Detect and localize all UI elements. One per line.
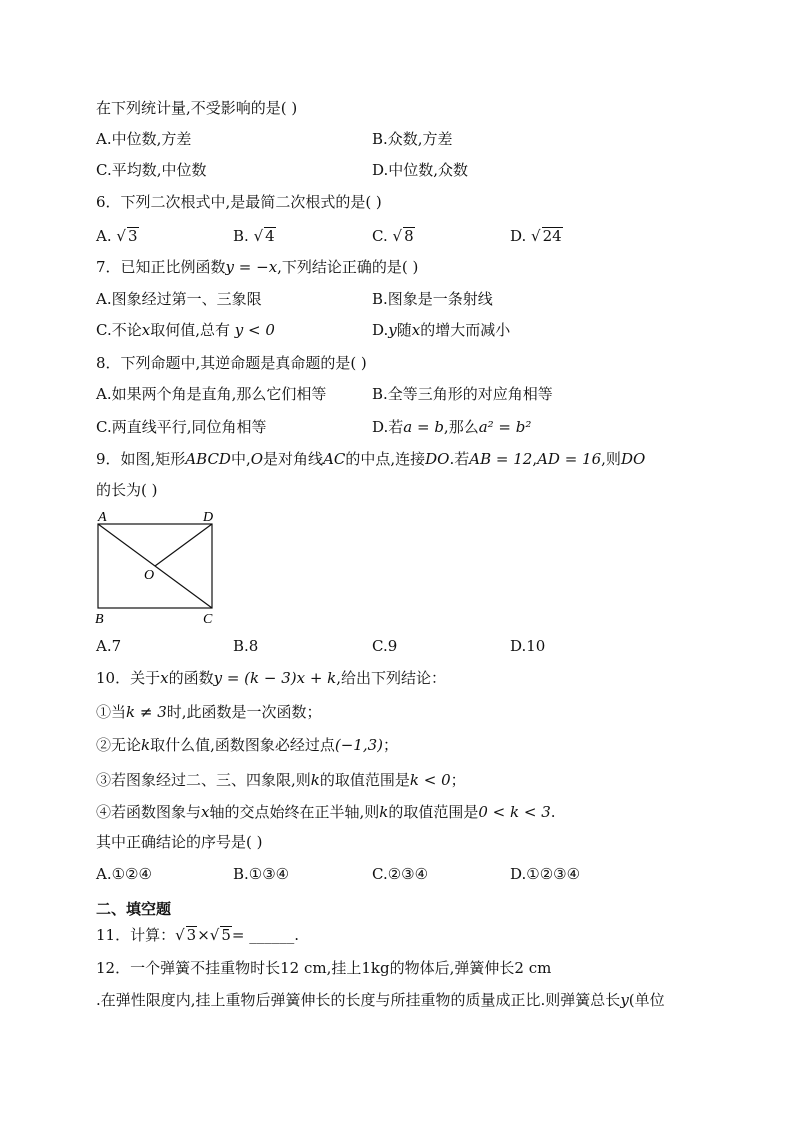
q7-d-mid: 随	[396, 321, 412, 339]
q10-s1-pre: ①当	[96, 703, 127, 721]
q6-option-b-label: B.	[233, 227, 249, 245]
label-a: A	[98, 510, 107, 525]
q9-ab-eq: AB = 12	[469, 450, 533, 468]
q6-option-b	[233, 226, 276, 246]
q9-stem-line1	[96, 449, 645, 469]
q10-ask: 其中正确结论的序号是( )	[96, 833, 263, 851]
q10-s4-var2: k	[379, 803, 389, 821]
q6-option-c-radicand: 8	[404, 227, 414, 245]
q12-l1-pre: 12．一个弹簧不挂重物时长	[96, 959, 281, 977]
q10-s2-math: (−1,3)	[334, 736, 384, 754]
q12-ext: 2 cm	[514, 959, 552, 977]
q9-do-1: DO	[425, 450, 450, 468]
q7-d-var2: x	[411, 321, 421, 339]
q9-o: O	[250, 450, 264, 468]
q10-s4-var: x	[201, 803, 210, 821]
q7-option-c	[96, 320, 275, 340]
sqrt-symbol: √ 5	[209, 926, 231, 944]
q5-stem: 在下列统计量,不受影响的是( )	[96, 99, 298, 117]
q7-c-mid: 取何值,总有	[150, 321, 230, 339]
q8-d-pre: D.若	[372, 418, 404, 436]
q10-statement-1	[96, 702, 322, 722]
q6-option-a	[96, 226, 139, 246]
q10-s1-math: k ≠ 3	[126, 703, 167, 721]
q6-option-a-label: A.	[96, 227, 112, 245]
q9-option-d: D.10	[510, 637, 546, 655]
q7-c-pre: C.不论	[96, 321, 142, 339]
q7-c-var: x	[141, 321, 151, 339]
q11-post: = ______.	[231, 926, 299, 944]
section-title-fill-in: 二、填空题	[96, 900, 172, 918]
q9-text-5: .若	[449, 450, 470, 468]
sqrt-symbol: √ 4	[253, 227, 275, 245]
q12-l2-pre: .在弹性限度内,挂上重物后弹簧伸长的长度与所挂重物的质量成正比.则弹簧总长	[96, 991, 621, 1009]
q9-text-3: 是对角线	[263, 450, 324, 468]
label-o: O	[144, 568, 155, 583]
q10-s3-mid: 的取值范围是	[319, 771, 410, 789]
q10-stem-mid: 的函数	[168, 669, 214, 687]
q6-option-b-radicand: 4	[265, 227, 275, 245]
q8-d-math2: a² = b²	[478, 418, 532, 436]
q7-stem	[96, 257, 418, 277]
q7-stem-pre: 7．已知正比例函数	[96, 258, 226, 276]
q9-text-1: 9．如图,矩形	[96, 450, 186, 468]
q9-ad-eq: AD = 16	[537, 450, 602, 468]
q10-stem-pre: 10．关于	[96, 669, 161, 687]
q12-l1-mid: ,挂上	[326, 959, 362, 977]
q11-radicand-1: 3	[186, 926, 197, 944]
q8-stem: 8．下列命题中,其逆命题是真命题的是( )	[96, 354, 367, 372]
sqrt-symbol: √ 8	[392, 227, 414, 245]
q11-times: ×	[197, 926, 210, 944]
q7-c-math: y < 0	[234, 321, 275, 339]
q10-s3-post: ；	[450, 771, 466, 789]
q6-option-d-label: D.	[510, 227, 527, 245]
label-c: C	[203, 612, 213, 627]
q9-do-2: DO	[620, 450, 646, 468]
q5-option-b: B.众数,方差	[372, 130, 453, 148]
q6-stem: 6．下列二次根式中,是最简二次根式的是( )	[96, 193, 382, 211]
q10-option-c: C.②③④	[372, 865, 429, 883]
q10-s2-mid: 取什么值,函数图象必经过点	[150, 736, 335, 754]
q10-s3-pre: ③若图象经过二、三、四象限,则	[96, 771, 311, 789]
q10-statement-3	[96, 770, 466, 790]
sqrt-symbol: √ 3	[175, 926, 197, 944]
q9-text-4: 的中点,连接	[345, 450, 426, 468]
q9-stem-line2: 的长为( )	[96, 481, 158, 499]
q10-s4-post: .	[550, 803, 556, 821]
q8-option-a: A.如果两个角是直角,那么它们相等	[96, 385, 327, 403]
q12-l2-var: y	[620, 991, 629, 1009]
q10-option-d: D.①②③④	[510, 865, 581, 883]
label-b: B	[95, 612, 104, 627]
segment-do	[155, 524, 212, 566]
q9-text-6: ,则	[601, 450, 621, 468]
q9-ac: AC	[323, 450, 346, 468]
q10-s3-var: k	[310, 771, 320, 789]
q10-stem	[96, 668, 446, 688]
q7-stem-math: y = −x	[225, 258, 278, 276]
q10-statement-4	[96, 802, 556, 822]
q8-option-b: B.全等三角形的对应角相等	[372, 385, 553, 403]
q7-d-post: 的增大而减小	[420, 321, 511, 339]
q12-line-2	[96, 990, 665, 1010]
q10-stem-post: ,给出下列结论：	[336, 669, 447, 687]
q7-option-d	[372, 320, 510, 340]
q10-s3-math: k < 0	[409, 771, 451, 789]
q11-radicand-2: 5	[221, 926, 231, 944]
q7-option-a: A.图象经过第一、三象限	[96, 290, 262, 308]
q10-s4-mid2: 的取值范围是	[388, 803, 479, 821]
q12-mass: 1kg	[361, 959, 390, 977]
q9-rectangle-figure	[90, 506, 230, 628]
q8-option-c: C.两直线平行,同位角相等	[96, 418, 267, 436]
q5-option-c: C.平均数,中位数	[96, 161, 207, 179]
q10-s1-post: 时,此函数是一次函数；	[166, 703, 322, 721]
q8-d-mid: ,那么	[443, 418, 479, 436]
q11-pre: 11．计算：	[96, 926, 176, 944]
q10-s2-var: k	[141, 736, 151, 754]
q5-option-d: D.中位数,众数	[372, 161, 469, 179]
q12-line-1	[96, 958, 551, 978]
q6-option-d-radicand: 24	[542, 227, 562, 245]
q9-option-c: C.9	[372, 637, 398, 655]
q6-option-a-radicand: 3	[127, 227, 138, 245]
q10-option-b: B.①③④	[233, 865, 290, 883]
q9-comma: ,	[532, 450, 538, 468]
q10-s4-pre: ④若函数图象与	[96, 803, 202, 821]
q8-option-d	[372, 417, 531, 437]
q9-option-b: B.8	[233, 637, 259, 655]
q9-abcd: ABCD	[185, 450, 231, 468]
q6-option-d	[510, 226, 563, 246]
q6-option-c-label: C.	[372, 227, 388, 245]
q10-s4-math: 0 < k < 3	[478, 803, 551, 821]
q7-d-var1: y	[388, 321, 397, 339]
q12-len: 12 cm	[280, 959, 327, 977]
q12-l2-post: (单位	[628, 991, 665, 1009]
label-d: D	[203, 510, 214, 525]
q10-option-a: A.①②④	[96, 865, 152, 883]
sqrt-symbol: √ 24	[531, 227, 562, 245]
q10-s4-mid: 轴的交点始终在正半轴,则	[209, 803, 380, 821]
q10-s2-pre: ②无论	[96, 736, 142, 754]
q10-stem-math: y = (k − 3)x + k	[213, 669, 337, 687]
q10-statement-2	[96, 735, 398, 755]
q12-l1-mid2: 的物体后,弹簧伸长	[389, 959, 515, 977]
q9-option-a: A.7	[96, 637, 122, 655]
q11-stem	[96, 925, 299, 945]
q10-stem-var: x	[160, 669, 169, 687]
q7-d-pre: D.	[372, 321, 389, 339]
q7-stem-post: ,下列结论正确的是( )	[277, 258, 419, 276]
q5-option-a: A.中位数,方差	[96, 130, 192, 148]
q6-option-c	[372, 226, 415, 246]
q10-s2-post: ；	[383, 736, 399, 754]
sqrt-symbol: √ 3	[116, 227, 138, 245]
q8-d-math1: a = b	[403, 418, 444, 436]
q9-text-2: 中,	[230, 450, 251, 468]
q7-option-b: B.图象是一条射线	[372, 290, 493, 308]
